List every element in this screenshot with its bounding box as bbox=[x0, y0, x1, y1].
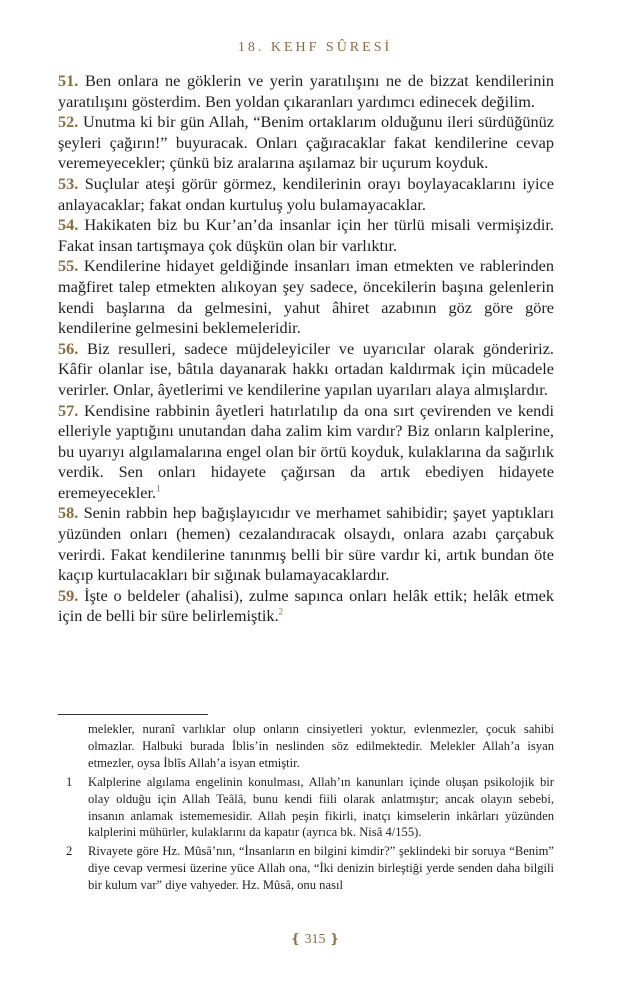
footnote-mark: 1 bbox=[66, 774, 73, 789]
footnote-mark bbox=[58, 721, 88, 772]
page-header: 18. KEHF SÛRESİ bbox=[237, 40, 393, 55]
right-ornament-icon: ❵ bbox=[329, 931, 340, 946]
footnote-ref[interactable]: 2 bbox=[278, 607, 284, 618]
verse-number: 59. bbox=[58, 585, 79, 605]
verse-text: Suçlular ateşi görür görmez, kendilerinin orayı boylayacaklarını iyice anlayacaklar; fakat ondan kurtuluş yolu bulamayacaklar. bbox=[58, 173, 554, 214]
footnote-1 bbox=[58, 774, 554, 842]
verse-text: Hakikaten biz bu Kur’an’da insanlar için her türlü misali vermişizdir. Fakat insan tartışmaya çok düşkün olan bir varlıktır. bbox=[58, 215, 554, 255]
footnote-mark: 2 bbox=[66, 844, 73, 859]
verse-text: Biz resulleri, sadece müjdeleyiciler ve uyarıcılar olarak göndeririz. Kâfir olanlar ise, bâtıla dayanarak hakkı ortadan kaldırmak için mücadele verirler. Onlar, âyetlerimi ve kendilerine yapılan uyarıları alaya almışlardır. bbox=[58, 338, 554, 399]
verse-55 bbox=[58, 256, 554, 338]
footnote-list bbox=[58, 721, 554, 896]
footnote-text: Kalplerine algılama engelinin konulması, Allah’ın kanunları içinde oluşan psikolojik bir olay olduğu için Allah Teâlâ, bunu kendi fiili olarak anlatmıştır; ancak olayın sebebi, insanın anlamak istememesidir. Allah peşin fikirli, inatçı kimselerin inkârları yüzünden kalplerini mühürler, kulaklarını da kapatır (ayrıca bk. Nisâ 4/155). bbox=[88, 774, 554, 840]
footnote-text: melekler, nuranî varlıklar olup onların cinsiyetleri yoktur, evlenmezler, çocuk sahibi olmazlar. Halbuki burada İblis’in neslinden söz edilmektedir. Melekler Allah’a isyan etmezler, oysa İblîs Allah’a isyan etmiştir. bbox=[88, 722, 554, 770]
verse-53 bbox=[58, 174, 554, 215]
page-number bbox=[0, 931, 630, 948]
footnote-text: Rivayete göre Hz. Mûsâ’nın, “İnsanların en bilgini kimdir?” şeklindeki bir soruya “Benim” diye cevap vermesi üzerine yüce Allah ona, “İki denizin birleştiği yerde senden daha bilgili bir kulum var” diye vahyeder. Hz. Mûsâ, onu nasıl bbox=[88, 844, 554, 893]
verse-58 bbox=[58, 503, 554, 585]
left-ornament-icon: ❴ bbox=[290, 931, 301, 946]
verse-number: 51. bbox=[58, 71, 79, 90]
verse-number: 53. bbox=[58, 173, 79, 193]
verse-59 bbox=[58, 586, 554, 627]
verse-number: 58. bbox=[58, 503, 79, 523]
verse-54 bbox=[58, 215, 554, 256]
footnote-divider bbox=[58, 714, 208, 715]
verse-57 bbox=[58, 401, 554, 504]
verse-number: 54. bbox=[58, 215, 79, 235]
verse-text: İşte o beldeler (ahalisi), zulme sapınca onları helâk ettik; helâk etmek için de belli bir süre belirlemiştik. bbox=[58, 585, 555, 626]
verse-text: Ben onlara ne göklerin ve yerin yaratılışını ne de bizzat kendilerinin yaratılışını gösterdim. Ben yoldan çıkaranları yardımcı edinecek değilim. bbox=[58, 71, 554, 111]
page-number-value: 315 bbox=[304, 932, 326, 947]
footnote-continued bbox=[58, 721, 554, 772]
verse-number: 55. bbox=[58, 256, 79, 276]
verse-number: 52. bbox=[58, 112, 79, 132]
verse-number: 56. bbox=[58, 338, 79, 358]
verse-52 bbox=[58, 112, 554, 174]
verse-text: Kendilerine hidayet geldiğinde insanları iman etmekten ve rablerinden mağfiret talep etmekten alıkoyan şey sadece, öncekilerin başına gelenlerin kendi başlarına da gelmesini, yahut âhiret azabının göz göre göre kendilerine gelmesini beklemeleridir. bbox=[58, 256, 554, 338]
verse-text: Senin rabbin hep bağışlayıcıdır ve merhamet sahibidir; şayet yaptıkları yüzünden onları (hemen) cezalandıracak olsaydı, onlara azabı çarçabuk verirdi. Fakat kendilerine tanınmış belli bir süre vardır ki, artık bundan öte kaçıp kurtulacakları bir sığınak bulamayacaklardır. bbox=[58, 503, 554, 585]
footnote-2 bbox=[58, 843, 554, 894]
verse-list bbox=[58, 71, 554, 627]
verse-number: 57. bbox=[58, 400, 79, 420]
verse-56 bbox=[58, 339, 554, 401]
footnote-ref[interactable]: 1 bbox=[156, 483, 161, 494]
verse-text: Kendisine rabbinin âyetleri hatırlatılıp da ona sırt çevirenden ve kendi elleriyle yaptığını unutandan daha zalim kim vardır? Biz onların kalplerine, bu uyarıyı algılamalarına engel olan bir örtü koyduk, kulaklarına da sağırlık verdik. Sen onları hidayete çağırsan da artık ebediyen hidayete eremeyecekler. bbox=[58, 400, 554, 502]
verse-text: Unutma ki bir gün Allah, “Benim ortaklarım olduğunu ileri sürdüğünüz şeyleri çağırın!” buyuracak. Onları çağıracaklar fakat kendilerine cevap veremeyecekler; çünkü biz aralarına aşılamaz bir uçurum koyduk. bbox=[58, 112, 554, 173]
verse-51 bbox=[58, 71, 554, 112]
